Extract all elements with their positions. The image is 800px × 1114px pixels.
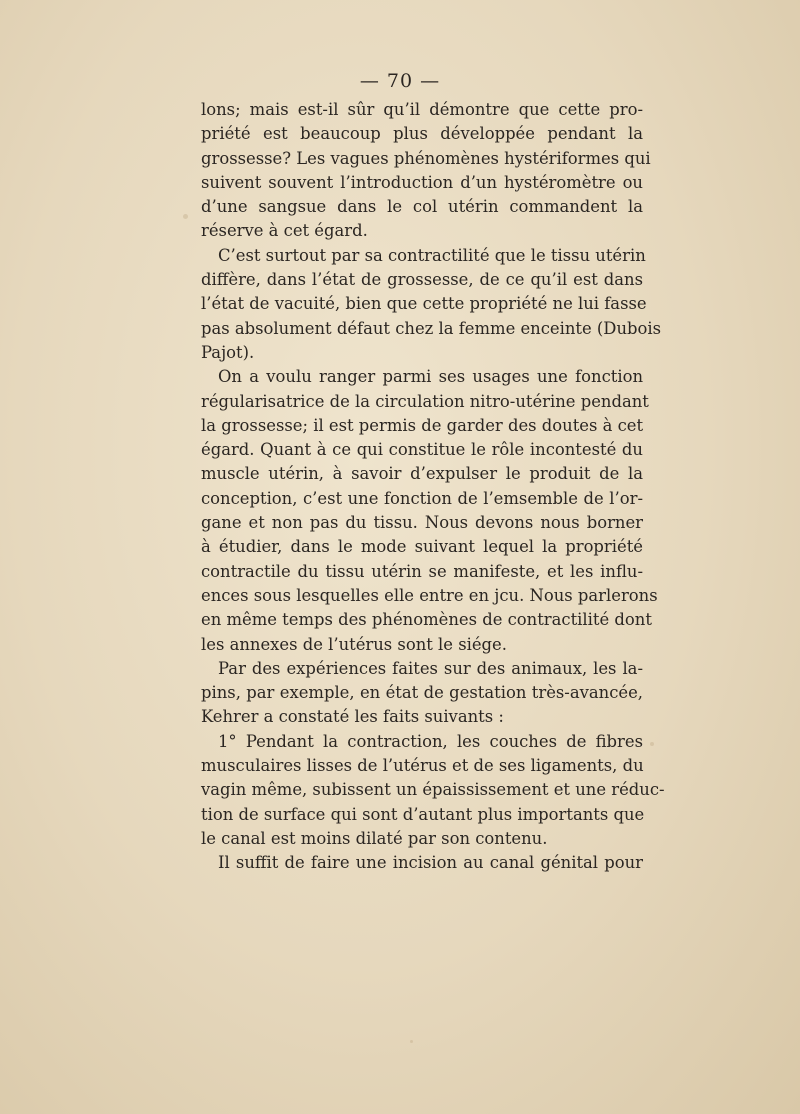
text-line: l’état de vacuité, bien que cette propriété ne lui fasse [201,294,647,314]
page-number: — 70 — [359,70,441,92]
text-line: Il suffit de faire une incision au canal génital pour [218,853,643,873]
paper-stain [410,1040,413,1043]
text-line: grossesse? Les vagues phénomènes hystériformes qui [201,148,651,168]
text-line: diffère, dans l’état de grossesse, de ce qu’il est dans [201,270,643,290]
text-line: contractile du tissu utérin se manifeste, et les influ- [201,561,643,581]
text-line: Par des expériences faites sur des animaux, les la- [218,658,643,678]
text-line: tion de surface qui sont d’autant plus importants que [201,804,645,824]
text-line: musculaires lisses de l’utérus et de ses ligaments, du [201,756,644,776]
body-text [201,98,665,876]
text-line: lons; mais est-il sûr qu’il démontre que cette pro- [201,100,643,119]
text-line: à étudier, dans le mode suivant lequel la propriété [201,537,643,557]
text-line: la grossesse; il est permis de garder des doutes à cet [201,415,644,435]
text-line: régularisatrice de la circulation nitro-utérine pendant [201,391,649,411]
text-line: en même temps des phénomènes de contractilité dont [201,610,652,630]
text-line: gane et non pas du tissu. Nous devons nous borner [201,513,643,533]
text-line: 1° Pendant la contraction, les couches de fibres [218,731,643,751]
text-line: muscle utérin, à savoir d’expulser le produit de la [201,464,643,484]
text-line: d’une sangsue dans le col utérin commandent la [201,197,643,217]
paper-stain [183,214,188,219]
text-line: vagin même, subissent un épaississement et une réduc- [201,780,665,800]
text-line: On a voulu ranger parmi ses usages une fonction [218,367,643,387]
paper-stain [650,742,654,746]
text-line: suivent souvent l’introduction d’un hystéromètre ou [201,172,643,192]
text-line: Pajot). [201,342,255,362]
text-line: les annexes de l’utérus sont le siége. [201,634,507,654]
text-line: C’est surtout par sa contractilité que le tissu utérin [218,245,646,265]
text-line: égard. Quant à ce qui constitue le rôle incontesté du [201,440,643,460]
text-line: pas absolument défaut chez la femme enceinte (Dubois [201,318,662,338]
text-line: Kehrer a constaté les faits suivants : [201,707,504,727]
text-line: conception, c’est une fonction de l’emsemble de l’or- [201,488,643,508]
text-line: réserve à cet égard. [201,221,368,241]
text-line: priété est beaucoup plus développée pendant la [201,124,643,144]
text-line: le canal est moins dilaté par son contenu. [201,828,548,848]
text-line: pins, par exemple, en état de gestation très-avancée, [201,683,643,703]
text-line: ences sous lesquelles elle entre en jcu. Nous parlerons [201,585,658,605]
